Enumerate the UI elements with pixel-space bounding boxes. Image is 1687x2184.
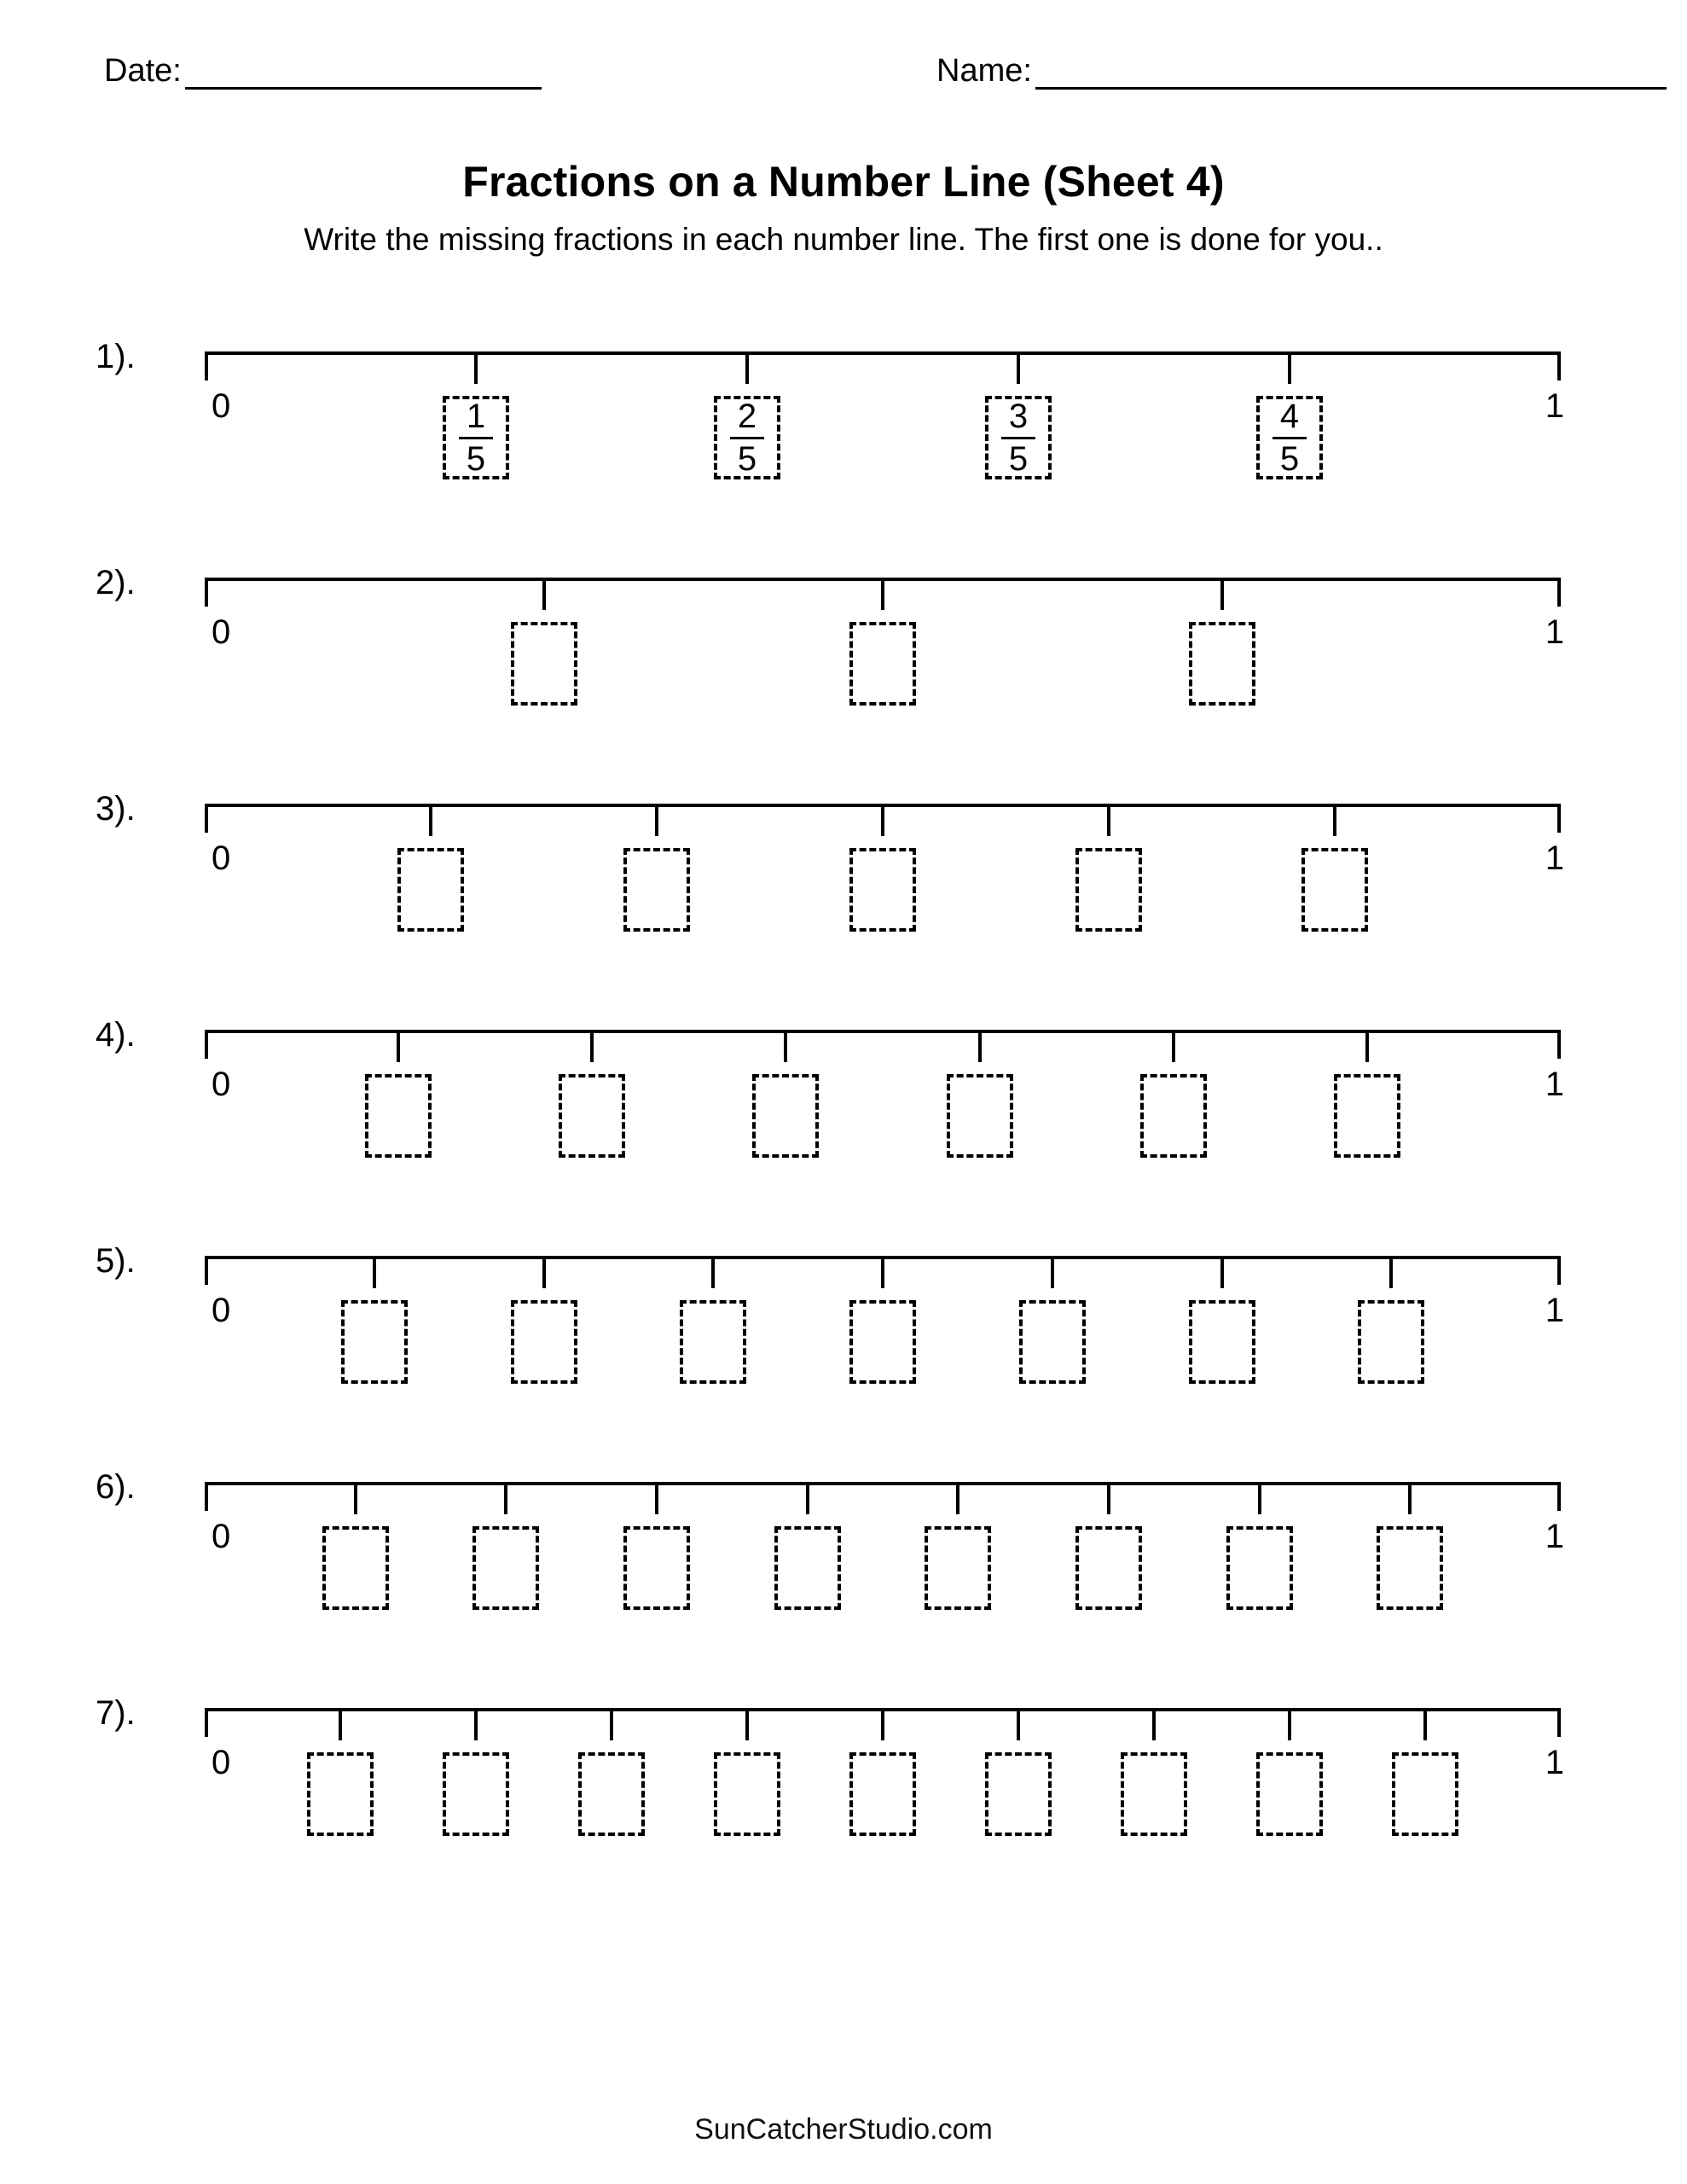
axis-tick xyxy=(1333,807,1336,836)
axis-start-cap xyxy=(205,1482,208,1511)
axis-label-zero: 0 xyxy=(212,1744,231,1781)
axis-tick xyxy=(1408,1485,1412,1514)
number-line-axis xyxy=(205,1030,1561,1033)
axis-label-one: 1 xyxy=(1545,613,1564,651)
answer-box[interactable] xyxy=(849,848,916,932)
axis-tick xyxy=(1107,807,1110,836)
answer-box[interactable] xyxy=(511,1300,577,1384)
answer-box[interactable] xyxy=(397,848,464,932)
axis-tick xyxy=(590,1033,594,1062)
problem-row xyxy=(0,324,1687,550)
axis-label-one: 1 xyxy=(1545,1292,1564,1329)
problem-row xyxy=(0,776,1687,1002)
number-line-axis xyxy=(205,1482,1561,1485)
fraction-bar xyxy=(1001,437,1035,439)
answer-box[interactable] xyxy=(1019,1300,1086,1384)
axis-label-one: 1 xyxy=(1545,1066,1564,1103)
fraction-denominator: 5 xyxy=(466,439,486,478)
answer-box[interactable] xyxy=(365,1074,432,1158)
name-field[interactable] xyxy=(936,53,1667,90)
answer-box[interactable] xyxy=(849,622,916,706)
number-line xyxy=(205,1482,1564,1661)
answer-box[interactable] xyxy=(1075,848,1142,932)
answer-box[interactable] xyxy=(1121,1752,1187,1836)
fraction-bar xyxy=(459,437,493,439)
problem-number: 2). xyxy=(96,564,136,601)
number-line xyxy=(205,804,1564,983)
problem-number: 3). xyxy=(96,790,136,828)
answer-box[interactable] xyxy=(849,1300,916,1384)
answer-box[interactable] xyxy=(774,1526,841,1610)
axis-start-cap xyxy=(205,1030,208,1059)
axis-tick xyxy=(1389,1259,1393,1288)
axis-end-cap xyxy=(1557,1708,1561,1737)
axis-end-cap xyxy=(1557,1256,1561,1285)
axis-tick xyxy=(542,581,546,610)
axis-tick xyxy=(429,807,432,836)
answer-box[interactable] xyxy=(1075,1526,1142,1610)
axis-end-cap xyxy=(1557,1030,1561,1059)
axis-start-cap xyxy=(205,578,208,607)
answer-box[interactable] xyxy=(511,622,577,706)
answer-box[interactable] xyxy=(1189,622,1255,706)
problem-number: 7). xyxy=(96,1694,136,1732)
date-label: Date: xyxy=(104,53,182,89)
number-line xyxy=(205,1708,1564,1887)
answer-box[interactable] xyxy=(1392,1752,1458,1836)
axis-tick xyxy=(956,1485,959,1514)
axis-tick xyxy=(339,1711,342,1740)
fraction-bar xyxy=(1272,437,1307,439)
axis-label-zero: 0 xyxy=(212,1292,231,1329)
axis-tick xyxy=(1152,1711,1156,1740)
axis-tick xyxy=(881,807,884,836)
answer-box[interactable] xyxy=(578,1752,645,1836)
axis-tick xyxy=(504,1485,507,1514)
axis-tick xyxy=(1258,1485,1261,1514)
number-line xyxy=(205,1256,1564,1435)
number-line-axis xyxy=(205,351,1561,355)
axis-label-one: 1 xyxy=(1545,1744,1564,1781)
problem-row xyxy=(0,1681,1687,1907)
answer-box[interactable] xyxy=(849,1752,916,1836)
axis-tick xyxy=(881,1259,884,1288)
problem-number: 1). xyxy=(96,338,136,375)
answer-box[interactable] xyxy=(1189,1300,1255,1384)
answer-box[interactable] xyxy=(985,396,1052,479)
axis-tick xyxy=(881,581,884,610)
fraction-denominator: 5 xyxy=(1008,439,1029,478)
number-line xyxy=(205,351,1564,531)
fraction xyxy=(1001,399,1035,477)
answer-box[interactable] xyxy=(623,848,690,932)
axis-label-zero: 0 xyxy=(212,1518,231,1555)
axis-tick xyxy=(1288,355,1291,384)
axis-tick xyxy=(1017,355,1020,384)
fraction-numerator: 4 xyxy=(1279,397,1300,435)
fraction-denominator: 5 xyxy=(1279,439,1300,478)
axis-label-zero: 0 xyxy=(212,1066,231,1103)
axis-tick xyxy=(1423,1711,1427,1740)
problem-row xyxy=(0,550,1687,776)
number-line xyxy=(205,578,1564,757)
axis-label-one: 1 xyxy=(1545,1518,1564,1555)
answer-box[interactable] xyxy=(947,1074,1013,1158)
axis-tick xyxy=(373,1259,376,1288)
axis-tick xyxy=(1220,1259,1224,1288)
problem-row xyxy=(0,1002,1687,1228)
answer-box[interactable] xyxy=(1140,1074,1207,1158)
page-instructions: Write the missing fractions in each number line. The first one is done for you.. xyxy=(304,222,1383,257)
axis-label-one: 1 xyxy=(1545,387,1564,425)
answer-box[interactable] xyxy=(307,1752,374,1836)
fraction xyxy=(1272,399,1307,477)
answer-box[interactable] xyxy=(714,1752,780,1836)
answer-box[interactable] xyxy=(714,396,780,479)
problem-list xyxy=(0,324,1687,1907)
footer-credit: SunCatcherStudio.com xyxy=(694,2113,993,2146)
axis-tick xyxy=(1288,1711,1291,1740)
axis-label-one: 1 xyxy=(1545,839,1564,877)
axis-tick xyxy=(1107,1485,1110,1514)
answer-box[interactable] xyxy=(1377,1526,1443,1610)
fraction-numerator: 2 xyxy=(737,397,757,435)
axis-tick xyxy=(1051,1259,1054,1288)
problem-number: 5). xyxy=(96,1242,136,1280)
axis-start-cap xyxy=(205,1256,208,1285)
axis-start-cap xyxy=(205,804,208,833)
axis-end-cap xyxy=(1557,578,1561,607)
problem-row xyxy=(0,1455,1687,1681)
answer-box[interactable] xyxy=(443,396,509,479)
axis-end-cap xyxy=(1557,351,1561,380)
problem-number: 4). xyxy=(96,1016,136,1054)
answer-box[interactable] xyxy=(925,1526,991,1610)
answer-box[interactable] xyxy=(752,1074,819,1158)
answer-box[interactable] xyxy=(322,1526,389,1610)
answer-box[interactable] xyxy=(623,1526,690,1610)
axis-label-zero: 0 xyxy=(212,839,231,877)
answer-box[interactable] xyxy=(1301,848,1368,932)
answer-box[interactable] xyxy=(1226,1526,1293,1610)
axis-end-cap xyxy=(1557,1482,1561,1511)
axis-tick xyxy=(745,355,749,384)
axis-tick xyxy=(474,1711,478,1740)
axis-tick xyxy=(784,1033,787,1062)
answer-box[interactable] xyxy=(472,1526,539,1610)
axis-tick xyxy=(474,355,478,384)
axis-label-zero: 0 xyxy=(212,613,231,651)
number-line xyxy=(205,1030,1564,1209)
answer-box[interactable] xyxy=(559,1074,625,1158)
date-write-line[interactable] xyxy=(185,58,542,90)
answer-box[interactable] xyxy=(1256,396,1323,479)
problem-number: 6). xyxy=(96,1468,136,1506)
fraction-numerator: 3 xyxy=(1008,397,1029,435)
answer-box[interactable] xyxy=(1334,1074,1400,1158)
axis-tick xyxy=(1220,581,1224,610)
axis-tick xyxy=(881,1711,884,1740)
answer-box[interactable] xyxy=(985,1752,1052,1836)
fraction xyxy=(459,399,493,477)
axis-tick xyxy=(1017,1711,1020,1740)
date-field[interactable] xyxy=(104,53,542,90)
axis-tick xyxy=(978,1033,982,1062)
axis-tick xyxy=(655,1485,658,1514)
answer-box[interactable] xyxy=(341,1300,408,1384)
axis-tick xyxy=(711,1259,715,1288)
header-fields xyxy=(0,53,1687,104)
axis-tick xyxy=(542,1259,546,1288)
axis-tick xyxy=(610,1711,613,1740)
axis-tick xyxy=(1365,1033,1369,1062)
axis-start-cap xyxy=(205,351,208,380)
axis-tick xyxy=(745,1711,749,1740)
problem-row xyxy=(0,1228,1687,1455)
axis-tick xyxy=(354,1485,357,1514)
name-write-line[interactable] xyxy=(1035,58,1667,90)
fraction-bar xyxy=(730,437,764,439)
answer-box[interactable] xyxy=(1358,1300,1424,1384)
axis-tick xyxy=(1172,1033,1175,1062)
fraction-numerator: 1 xyxy=(466,397,486,435)
fraction xyxy=(730,399,764,477)
axis-tick xyxy=(397,1033,400,1062)
axis-end-cap xyxy=(1557,804,1561,833)
answer-box[interactable] xyxy=(443,1752,509,1836)
axis-start-cap xyxy=(205,1708,208,1737)
axis-label-zero: 0 xyxy=(212,387,231,425)
axis-tick xyxy=(655,807,658,836)
fraction-denominator: 5 xyxy=(737,439,757,478)
page-title: Fractions on a Number Line (Sheet 4) xyxy=(462,158,1225,206)
answer-box[interactable] xyxy=(1256,1752,1323,1836)
axis-tick xyxy=(806,1485,809,1514)
name-label: Name: xyxy=(936,53,1032,89)
answer-box[interactable] xyxy=(680,1300,746,1384)
